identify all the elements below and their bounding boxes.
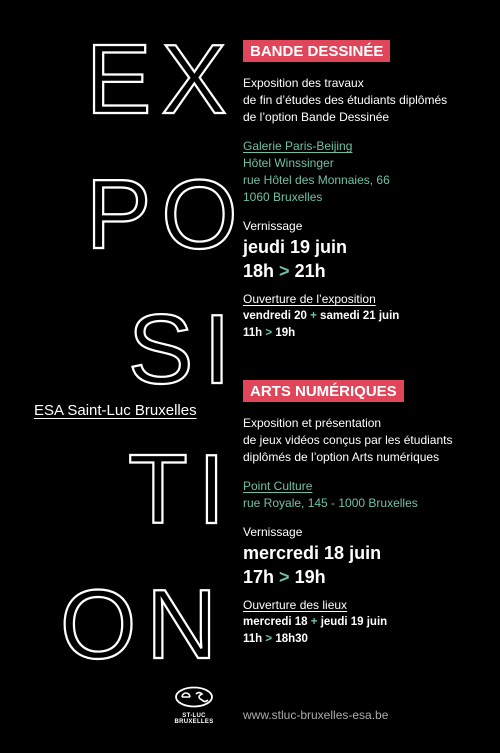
bd-desc-2: de fin d’études des étudiants diplômés — [243, 93, 448, 107]
arrow-icon: > — [265, 327, 273, 339]
esa-logo-icon — [174, 686, 214, 708]
big-letters-si: SI — [128, 294, 241, 404]
an-vernissage-time — [243, 565, 493, 589]
big-letters-on: ON — [60, 569, 227, 679]
bd-open-day2: samedi 21 juin — [320, 310, 400, 322]
bd-vernissage-time — [243, 259, 493, 283]
an-time-start: 17h — [243, 567, 275, 587]
an-vernissage-label: Vernissage — [243, 525, 303, 539]
bd-open-t1: 11h — [243, 327, 263, 339]
bd-open-t2: 19h — [275, 327, 296, 339]
an-open-t2: 18h30 — [275, 633, 308, 645]
an-time-end: 19h — [294, 567, 326, 587]
an-tag: ARTS NUMÉRIQUES — [243, 380, 404, 402]
arrow-icon: > — [279, 261, 290, 281]
bd-time-start: 18h — [243, 261, 275, 281]
an-venue-link[interactable]: Point Culture — [243, 479, 313, 493]
an-desc-2: de jeux vidéos conçus par les étudiants — [243, 433, 453, 447]
arrow-icon: > — [279, 567, 290, 587]
an-open-day1: mercredi 18 — [243, 616, 308, 628]
big-letters-ex: EX — [86, 24, 237, 134]
arrow-icon: > — [265, 633, 273, 645]
bd-venue-link[interactable]: Galerie Paris-Beijing — [243, 139, 353, 153]
esa-logo — [170, 686, 218, 725]
bd-addr-3: 1060 Bruxelles — [243, 190, 323, 204]
plus-icon: + — [310, 310, 317, 322]
bd-time-end: 21h — [294, 261, 326, 281]
bd-addr-1: Hôtel Winssinger — [243, 156, 334, 170]
an-open-t1: 11h — [243, 633, 263, 645]
bd-vernissage-day: jeudi 19 juin — [243, 237, 348, 257]
bd-addr-2: rue Hôtel des Monnaies, 66 — [243, 173, 390, 187]
an-desc-1: Exposition et présentation — [243, 416, 382, 430]
big-letters-po: PO — [86, 159, 248, 269]
bd-vernissage-label: Vernissage — [243, 219, 303, 233]
big-letters-ti: TI — [128, 434, 236, 544]
an-desc-3: diplômés de l’option Arts numériques — [243, 450, 440, 464]
an-vernissage-day: mercredi 18 juin — [243, 543, 382, 563]
an-section — [243, 380, 493, 648]
logo-text: ST-LUC BRUXELLES — [174, 713, 214, 725]
bd-section — [243, 40, 493, 342]
website-link[interactable]: www.stluc-bruxelles-esa.be — [243, 708, 389, 722]
bd-opening-label: Ouverture de l’exposition — [243, 292, 376, 306]
bd-desc-3: de l’option Bande Dessinée — [243, 110, 390, 124]
bd-opening-hours — [243, 325, 493, 342]
an-opening-days — [243, 614, 493, 631]
bd-open-day1: vendredi 20 — [243, 310, 307, 322]
an-open-day2: jeudi 19 juin — [320, 616, 388, 628]
plus-icon: + — [310, 616, 318, 628]
an-opening-hours — [243, 631, 493, 648]
bd-opening-days — [243, 308, 493, 325]
bd-desc-1: Exposition des travaux — [243, 76, 364, 90]
an-opening-label: Ouverture des lieux — [243, 598, 348, 612]
bd-tag: BANDE DESSINÉE — [243, 40, 390, 62]
an-addr-1: rue Royale, 145 - 1000 Bruxelles — [243, 496, 418, 510]
school-name: ESA Saint-Luc Bruxelles — [34, 402, 197, 419]
